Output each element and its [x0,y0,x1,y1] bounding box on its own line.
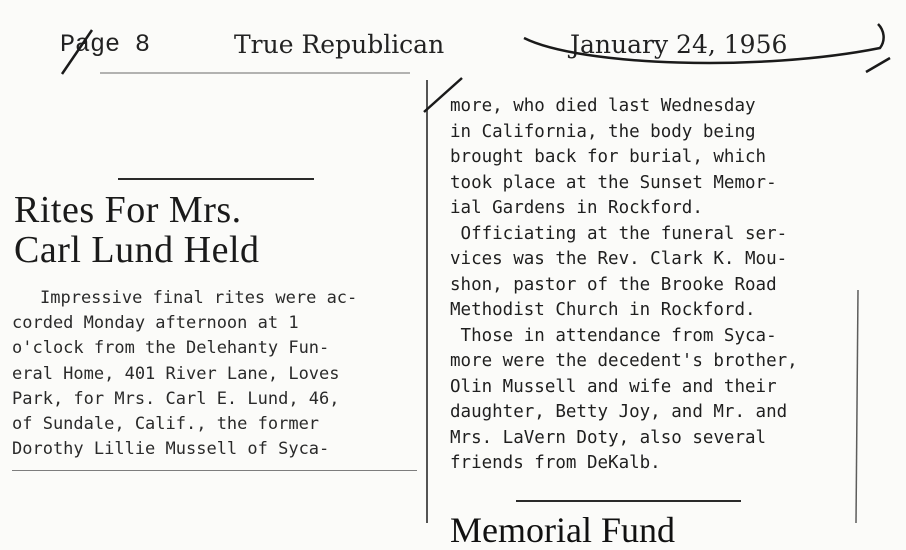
text-line: brought back for burial, which [450,147,767,167]
issue-date: January 24, 1956 [570,30,788,59]
headline-line: Rites For Mrs. [14,189,242,231]
next-article-headline: Memorial Fund [450,510,675,550]
text-line: o'clock from the Delehanty Fun- [12,338,330,359]
page-strike-stroke [62,30,92,74]
text-line: Park, for Mrs. Carl E. Lund, 46, [12,388,340,409]
text-line: ial Gardens in Rockford. [450,198,703,218]
text-line: Methodist Church in Rockford. [450,300,756,320]
text-line: Mrs. LaVern Doty, also several [450,427,767,448]
corner-tick-right [866,58,890,72]
right-edge-stroke [856,290,858,523]
text-line: Officiating at the funeral ser- [450,223,788,244]
text-line: vices was the Rev. Clark K. Mou- [450,249,788,269]
text-line: took place at the Sunset Memor- [450,172,777,193]
column-corner-stroke [424,78,462,112]
text-line: of Sundale, Calif., the former [12,414,320,435]
text-line: Those in attendance from Syca- [450,325,777,346]
text-line: Impressive final rites were ac- [40,288,358,308]
text-line: daughter, Betty Joy, and Mr. and [450,402,788,422]
headline-line: Carl Lund Held [14,229,260,271]
text-line: Dorothy Lillie Mussell of Syca- [12,439,330,460]
text-line: in California, the body being [450,121,756,142]
page-number: Page 8 [60,30,151,59]
text-line: Olin Mussell and wife and their [450,376,777,397]
text-line: shon, pastor of the Brooke Road [450,274,777,295]
text-line: more were the decedent's brother, [450,351,798,371]
text-line: corded Monday afternoon at 1 [12,313,299,334]
text-line: friends from DeKalb. [450,453,661,473]
date-underline-stroke [524,24,884,63]
newspaper-name: True Republican [234,30,445,59]
text-line: eral Home, 401 River Lane, Loves [12,363,340,384]
text-line: more, who died last Wednesday [450,96,756,116]
